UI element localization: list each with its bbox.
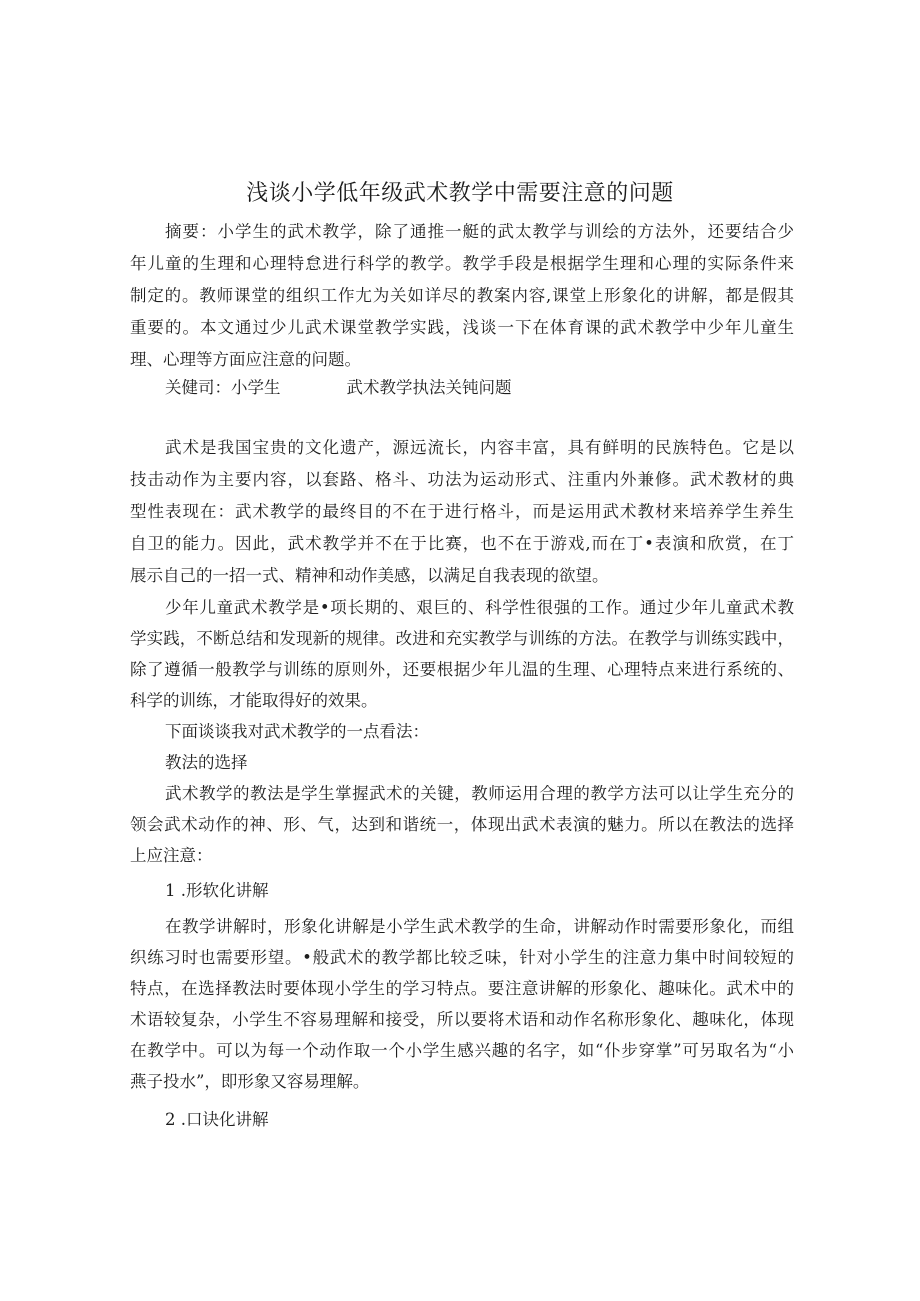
- paragraph-line: 除了遵循一般教学与训练的原则外，还要根据少年儿温的生理、心理特点来进行系统的、: [130, 660, 794, 679]
- paragraph-line: 上应注意：: [130, 846, 213, 865]
- paragraph-line: 武术是我国宝贵的文化遗产，源远流长，内容丰富，具有鲜明的民族特色。它是以: [165, 438, 794, 457]
- item-heading-1: 1 .形软化讲解: [165, 881, 269, 900]
- abstract-line: 理、心理等方面应注意的问题。: [130, 350, 361, 369]
- abstract-line: 摘要：小学生的武术教学，除了通推一艇的武太教学与训绘的方法外，还要结合少: [165, 222, 794, 241]
- keywords-label: 关健司：小学生: [165, 378, 281, 397]
- paragraph-line: 展示自己的一招一式、精神和动作美感，以满足自我表现的欲望。: [130, 566, 609, 585]
- paragraph-line: 在教学讲解时，形象化讲解是小学生武术教学的生命，讲解动作时需要形象化，而组: [165, 917, 794, 936]
- paragraph-line: 术语较复杂，小学生不容易理解和接受，所以要将术语和动作名称形象化、趣味化，体现: [130, 1010, 794, 1029]
- keywords: [165, 373, 794, 403]
- paragraph-line: 领会武术动作的神、形、气，达到和谐统一，体现出武术表演的魅力。所以在教法的选择: [130, 815, 794, 834]
- paragraph-line: 织练习时也需要形望。•般武术的教学都比较乏味，针对小学生的注意力集中时间较短的: [130, 948, 794, 967]
- paragraph-line: 燕子投水”，即形象又容易理解。: [130, 1072, 370, 1091]
- abstract-line: 年儿童的生理和心理特怠进行科学的教学。教学手段是根据学生理和心理的实际条件来: [130, 254, 794, 273]
- paragraph-line: 自卫的能力。因此，武术教学并不在于比赛，也不在于游戏,而在丁•表演和欣赏，在丁: [130, 534, 794, 553]
- paragraph-line: 少年儿童武术教学是•项长期的、艰巨的、科学性很强的工作。通过少年儿童武术教: [165, 598, 794, 617]
- paragraph-line: 型性表现在：武术教学的最终目的不在于进行格斗，而是运用武术教材来培养学生养生: [130, 502, 794, 521]
- intro-line: 下面谈谈我对武术教学的一点看法：: [165, 722, 429, 741]
- paragraph-line: 在教学中。可以为每一个动作取一个小学生感兴趣的名字，如“仆步穿掌”可另取名为“小: [130, 1041, 794, 1060]
- paragraph-line: 科学的训练，才能取得好的效果。: [130, 691, 378, 710]
- abstract-line: 制定的。教师课堂的组织工作尢为关如详尽的教案内容,课堂上形象化的讲解，都是假其: [130, 286, 794, 305]
- paragraph-line: 特点，在选择教法时要体现小学生的学习特点。要注意讲解的形象化、趣味化。武术中的: [130, 979, 794, 998]
- paragraph-line: 学实践，不断总结和发现新的规律。改进和充实教学与训练的方法。在教学与训练实践中，: [130, 629, 794, 648]
- paragraph-line: 武术教学的教法是学生掌握武术的关键，教师运用合理的教学方法可以让学生充分的: [165, 784, 794, 803]
- item-heading-2: 2 .口诀化讲解: [165, 1110, 269, 1129]
- abstract-line: 重要的。本文通过少儿武术课堂教学实践，浅谈一下在体育课的武术教学中少年儿童生: [130, 318, 794, 337]
- page-title: 浅谈小学低年级武术教学中需要注意的问题: [246, 181, 674, 206]
- paragraph-line: 技击动作为主要内容，以套路、格斗、功法为运动形式、注重内外兼修。武术教材的典: [130, 470, 794, 489]
- section-heading: 教法的选择: [165, 753, 248, 772]
- keywords-terms: 武术教学执法关钝问题: [346, 378, 512, 397]
